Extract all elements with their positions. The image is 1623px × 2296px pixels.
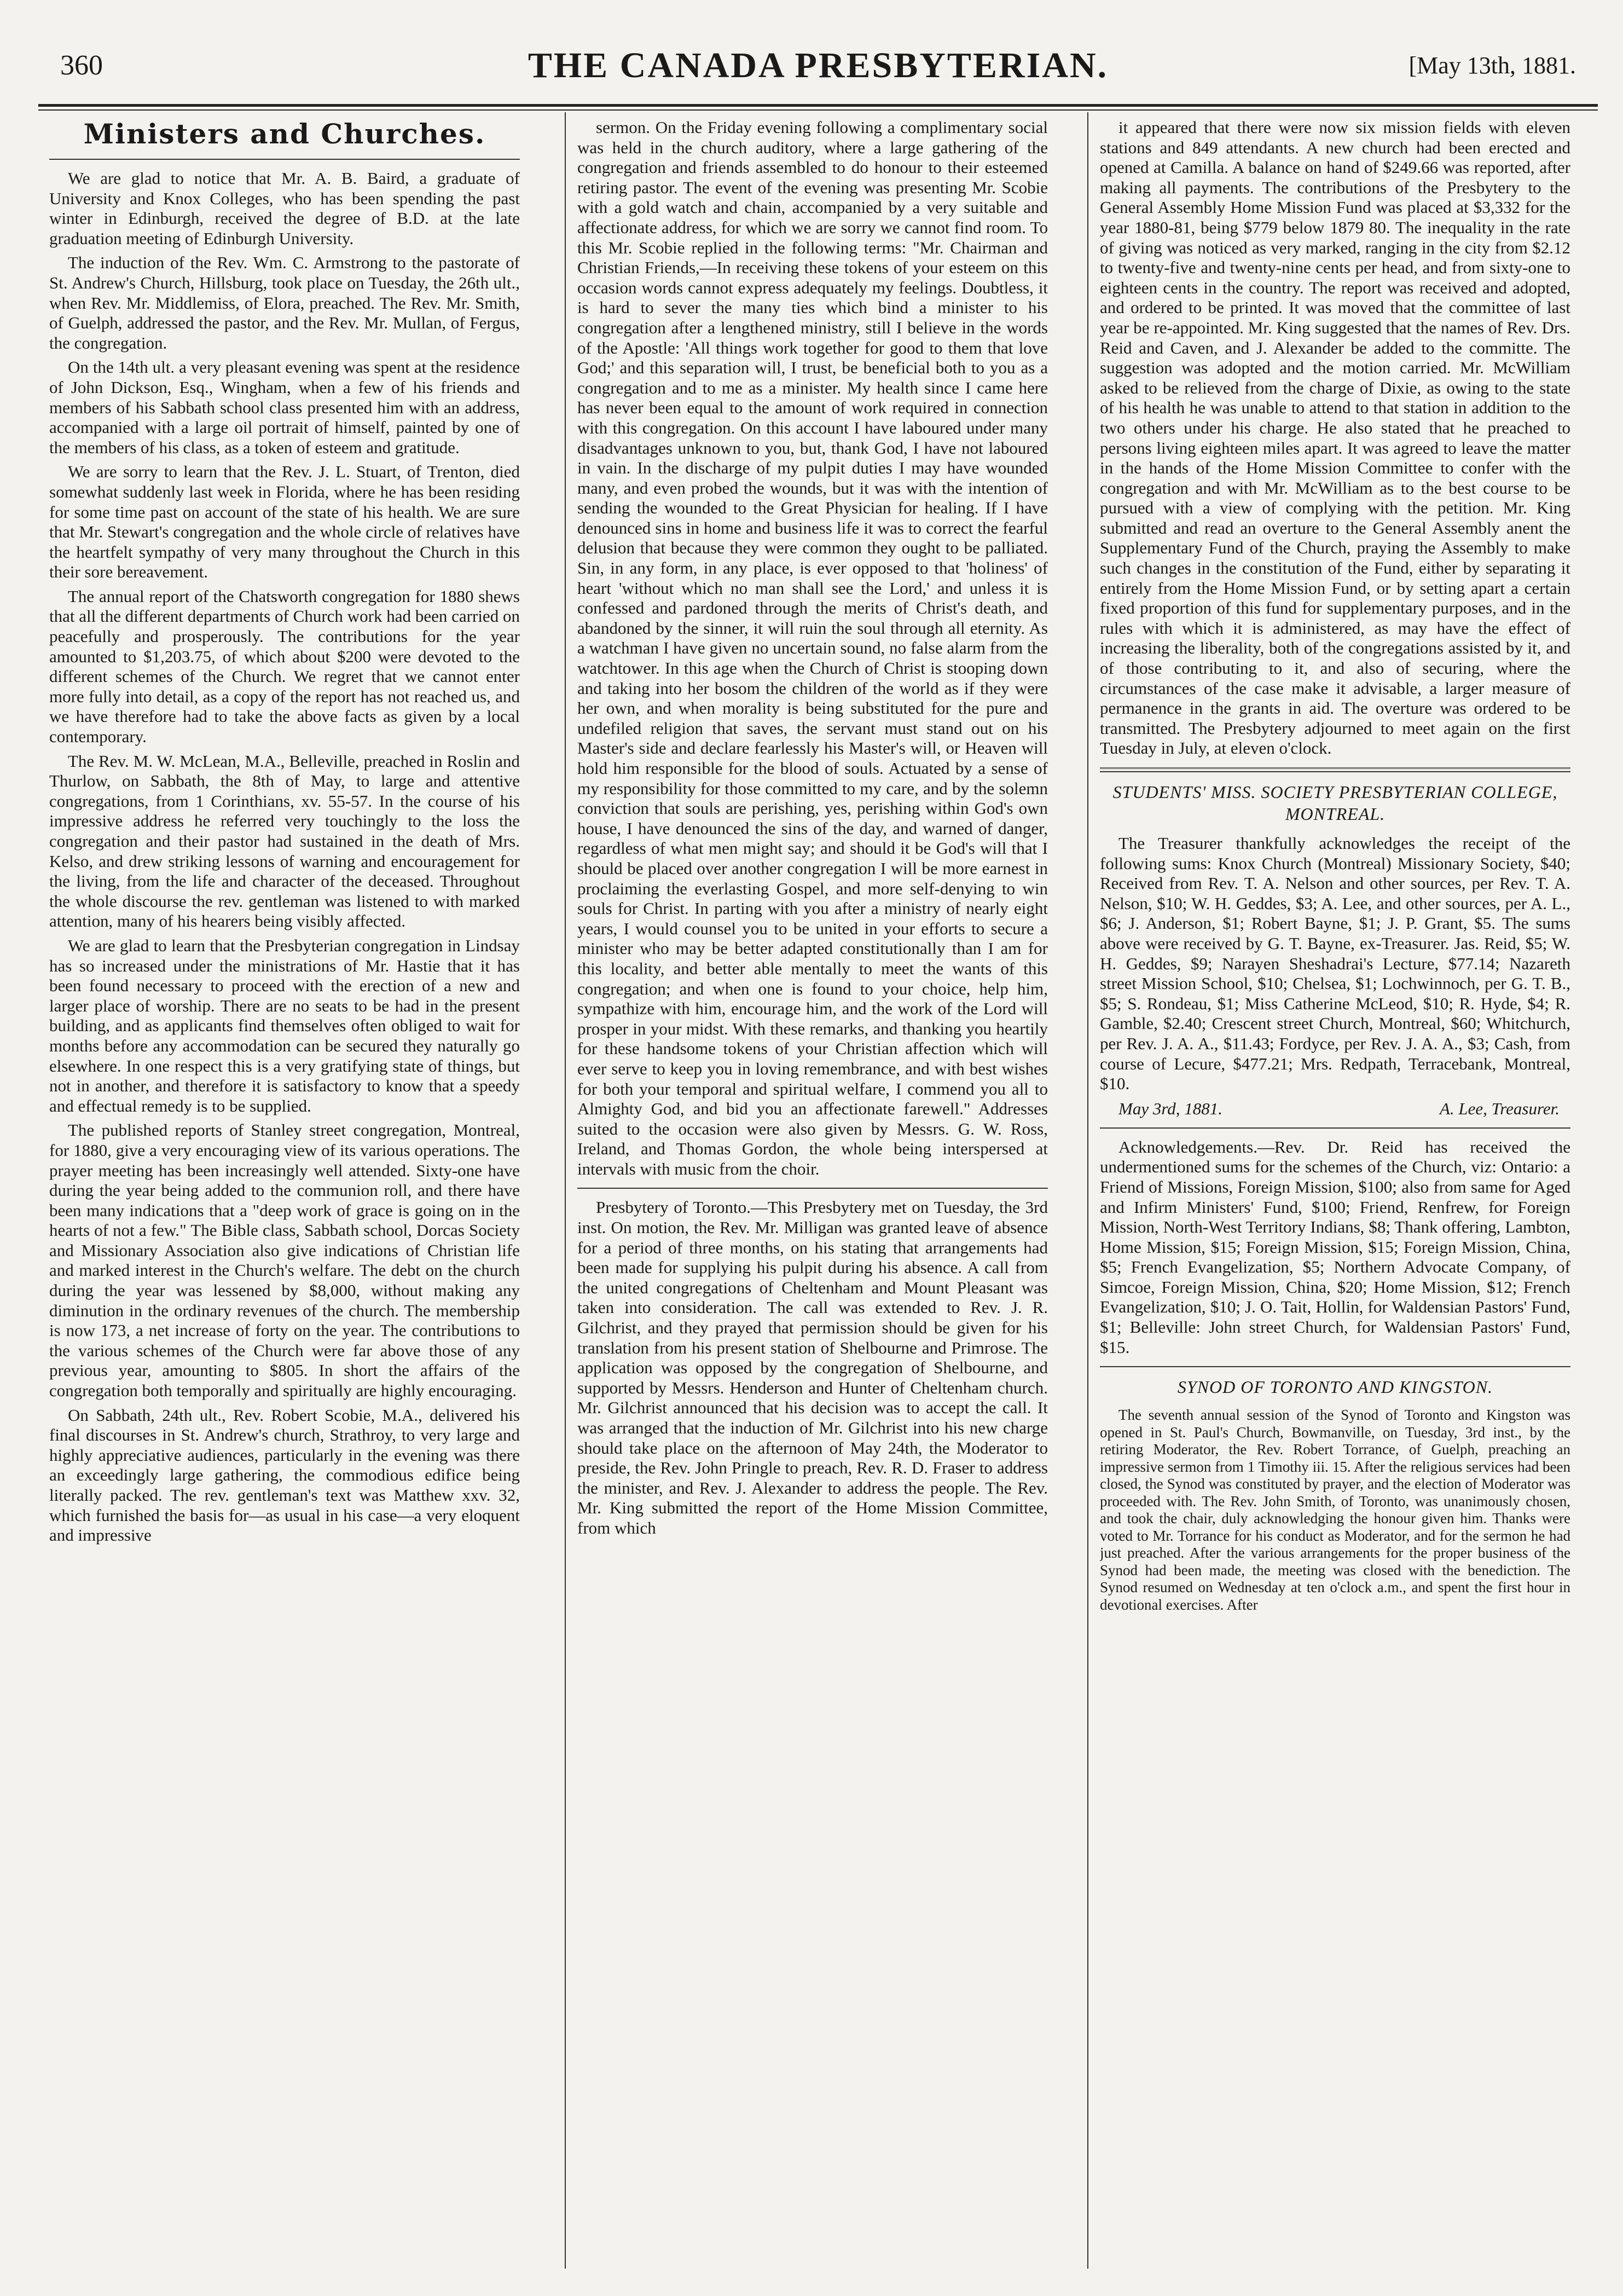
students-society-text: The Treasurer thankfully acknowledges the receipt of the following sums: Knox Church (Montreal) Missionary Society, $40; Received from Rev. T. A. Nelson and other sources, per Rev. T. A. Nelson, $10; W. H. Geddes, $3; A. Lee, and other sources, per A. L., $6; J. Anderson, $1; Robert Bayne, $1; J. P. Grant, $5. The sums above were received by G. T. Bayne, ex-Treasurer. Jas. Reid, $5; W. H. Geddes, $9; Narayen Sheshadrai's Lecture, $77.14; Nazareth street Mission School, $10; Chelsea, $1; Lochwinnoch, per G. T. B., $5; S. Rondeau, $1; Miss Catherine McLeod, $10; R. Hyde, $4; R. Gamble, $2.40; Crescent street Church, Montreal, $60; Whitchurch, per Rev. J. A. A., $11.43; Fordyce, per Rev. J. A. A., $3; Cash, from course of Lecure, $477.21; Mrs. Redpath, Terracebank, Montreal, $10.	[1100, 834, 1570, 1094]
signature-line	[1100, 1098, 1570, 1119]
news-item: We are glad to notice that Mr. A. B. Baird, a graduate of University and Knox Colleges, who has been spending the past winter in Edinburgh, received the degree of B.D. at the late graduation meeting of Edinburgh University.	[49, 169, 520, 248]
masthead: THE CANADA PRESBYTERIAN.	[528, 45, 1109, 85]
section-title: Ministers and Churches.	[83, 118, 486, 150]
presbytery-continuation: it appeared that there were now six mission fields with eleven stations and 849 attendants. A new church had been erected and opened at Camilla. A balance on hand of $249.66 was reported, after making all payments. The contributions of the Presbytery to the General Assembly Home Mission Fund was placed at $3,332 for the year 1880-81, being $779 below 1879 80. The inequality in the rate of giving was noticed as very marked, ranging in the city from $2.12 to twenty-five and twenty-nine cents per head, and from sixty-one to eighteen cents in the country. The report was received and adopted, and ordered to be printed. It was moved that the committee of last year be re-appointed. Mr. King suggested that the names of Rev. Drs. Reid and Caven, and J. Alexander be added to the committe. The suggestion was adopted and the motion carried. Mr. McWilliam asked to be relieved from the charge of Dixie, as owing to the state of his health he was unable to attend to that station in addition to the two others under his charge. He also stated that he preached to persons living eighteen miles apart. It was agreed to leave the matter in the hands of the Home Mission Committee to confer with the congregation and with Mr. McWilliam as to the best course to be pursued with a view of complying with the petition. Mr. King submitted and read an overture to the General Assembly anent the Supplementary Fund of the Church, praying the Assembly to make such changes in the constitution of the Fund, either by separating it entirely from the Home Mission Fund, or by setting apart a certain fixed proportion of this fund for supplementary purposes, and in the rules with which it is administered, as may have the effect of increasing the liberality, both of the congregations assisted by it, and of those contributing to it, and also of securing, where the circumstances of the case make it advisable, a larger measure of permanence in the grants in aid. The overture was ordered to be transmitted. The Presbytery adjourned to meet again on the first Tuesday in July, at eleven o'clock.	[1100, 118, 1570, 758]
section-rule	[1100, 1127, 1570, 1129]
acknowledgements-text: Acknowledgements.—Rev. Dr. Reid has received the undermentioned sums for the schemes of the Church, viz: Ontario: a Friend of Missions, Foreign Mission, $100; also from same for Aged and Infirm Ministers' Fund, $100; Friend, Renfrew, for Foreign Mission, North-West Territory Indians, $8; Thank offering, Lambton, Home Mission, $15; Foreign Mission, $15; Foreign Mission, China, $5; French Evangelization, $5; Northern Advocate Company, of Simcoe, Foreign Mission, China, $20; Home Mission, $12; French Evangelization, $10; J. O. Tait, Hollin, for Waldensian Pastors' Fund, $1; Belleville: John street Church, for Waldensian Pastors' Fund, $15.	[1100, 1137, 1570, 1357]
page-number: 360	[60, 50, 103, 81]
news-item: The annual report of the Chatsworth congregation for 1880 shews that all the different departments of Church work had been carried on peacefully and prosperously. The contributions for the year amounted to $1,203.75, of which about $200 were devoted to the different schemes of the Church. We regret that we cannot enter more fully into detail, as a copy of the report has not reached us, and we have therefore had to take the above facts as given by a local contemporary.	[49, 586, 520, 747]
students-society-heading: STUDENTS' MISS. SOCIETY PRESBYTERIAN COLLEGE, MONTREAL.	[1112, 782, 1558, 824]
column-divider-1	[565, 112, 566, 2269]
article-continuation: sermon. On the Friday evening following a complimentary social was held in the church auditory, where a large gathering of the congregation and friends assembled to do honour to their esteemed retiring pastor. The event of the evening was presenting Mr. Scobie with a gold watch and chain, accompanied by a very suitable and affectionate address, for which we are sorry we cannot find room. To this Mr. Scobie replied in the following terms: "Mr. Chairman and Christian Friends,—In receiving these tokens of your esteem on this occasion words cannot express adequately my feelings. Doubtless, it is hard to sever the many ties which bind a minister to his congregation after a lengthened ministry, still I believe in the words of the Apostle: 'All things work together for good to them that love God;' and this separation will, I trust, be beneficial both to you as a congregation and to me as a minister. My health since I came here has never been equal to the amount of work required in connection with this congregation. On this account I have laboured under many disadvantages unknown to you, but, thank God, I have not laboured in vain. In the discharge of my pulpit duties I may have wounded many, and even probed the wounds, but it was with the intention of sending the wounded to the Great Physician for healing. If I have denounced sins in home and business life it was to correct the fearful delusion that because they were common they ought to be palliated. Sin, in any form, in any place, is ever opposed to that 'holiness' of heart 'without which no man shall see the Lord,' and unless it is confessed and pardoned through the merits of Christ's death, and abandoned by the sinner, it will ruin the soul through all eternity. As a watchman I have given no uncertain sound, no false alarm from the watchtower. In this age when the Church of Christ is stooping down and taking into her bosom the children of the world as if they were her own, and when morality is being substituted for the pure and undefiled religion that saves, the servant must stand out on his Master's side and declare fearlessly his Master's will, or Heaven will hold him responsible for the blood of souls. Actuated by a sense of my responsibility for those committed to my care, and by the solemn conviction that souls are perishing, yes, perishing within God's own house, I have denounced the sins of the day, and warned of danger, regardless of what men might say; and should it be God's will that I should be placed over another congregation I will be more earnest in proclaiming the everlasting Gospel, and more self-denying to win souls for Christ. In parting with you after a ministry of nearly eight years, I would counsel you to be united in your efforts to secure a minister who may be better adapted constitutionally than I am for this locality, and better able mentally to meet the wants of this congregation; and when one is found to your choice, help him, sympathize with him, encourage him, and the work of the Lord will prosper in your midst. With these remarks, and thanking you heartily for these handsome tokens of your Christian affection which will ever serve to keep you in loving remembrance, and with best wishes for both your temporal and spiritual welfare, I commend you all to Almighty God, and bid you an affectionate farewell." Addresses suited to the occasion were also given by Messrs. G. W. Ross, Ireland, and Thomas Gordon, the whole being interspersed at intervals with music from the choir.	[577, 118, 1048, 1178]
section-rule	[1100, 767, 1570, 772]
presbytery-report: Presbytery of Toronto.—This Presbytery met on Tuesday, the 3rd inst. On motion, the Rev. Mr. Milligan was granted leave of absence for a period of three months, on his stating that arrangements had been made for supplying his pulpit during his absence. A call from the united congregations of Cheltenham and Mount Pleasant was taken into consideration. The call was extended to Rev. J. R. Gilchrist, and they prayed that permission should be given for his translation from his present station of Shelbourne and Primrose. The application was opposed by the congregation of Shelbourne, and supported by Messrs. Henderson and Hunter of Cheltenham church. Mr. Gilchrist announced that his decision was to accept the call. It was arranged that the induction of Mr. Gilchrist into his new charge should take place on the afternoon of May 24th, the Moderator to preside, the Rev. John Pringle to preach, Rev. R. D. Fraser to address the minister, and Rev. J. Alexander to address the people. The Rev. Mr. King submitted the report of the Home Mission Committee, from which	[577, 1198, 1048, 1537]
news-item: We are glad to learn that the Presbyterian congregation in Lindsay has so increased under the ministrations of Mr. Hastie that it has been found necessary to proceed with the erection of a new and larger place of worship. There are no seats to be had in the present building, and as applicants find themselves often obliged to wait for months before any accommodation can be secured they naturally go elsewhere. In one respect this is a very gratifying state of things, but not in another, and therefore it is satisfactory to know that a speedy and effectual remedy is to be supplied.	[49, 935, 520, 1115]
column-divider-2	[1087, 112, 1088, 2269]
column-2	[577, 118, 1048, 2269]
news-item: On the 14th ult. a very pleasant evening was spent at the residence of John Dickson, Esq., Wingham, when a few of his friends and members of his Sabbath school class presented him with an address, accompanied with a large oil portrait of himself, painted by one of the members of his class, as a token of esteem and gratitude.	[49, 357, 520, 457]
news-item: The published reports of Stanley street congregation, Montreal, for 1880, give a very encouraging view of its various operations. The prayer meeting has been increasingly well attended. Sixty-one have during the year being added to the communion roll, and there have been many indications that a "deep work of grace is going on in the hearts of not a few." The Bible class, Sabbath school, Dorcas Society and Missionary Association also give indications of Christian life and marked interest in the Church's welfare. The debt on the church during the year was lessened by $8,000, without making any diminution in the ordinary revenues of the church. The membership is now 173, a net increase of forty on the year. The contributions to the various schemes of the Church were far above those of any previous year, amounting to $805. In short the affairs of the congregation both temporally and spiritually are highly encouraging.	[49, 1120, 520, 1401]
news-item: The induction of the Rev. Wm. C. Armstrong to the pastorate of St. Andrew's Church, Hillsburg, took place on Tuesday, the 26th ult., when Rev. Mr. Middlemiss, of Elora, preached. The Rev. Mr. Smith, of Guelph, addressed the pastor, and the Rev. Mr. Mullan, of Fergus, the congregation.	[49, 253, 520, 352]
news-item: We are sorry to learn that the Rev. J. L. Stuart, of Trenton, died somewhat suddenly last week in Florida, where he has been residing for some time past on account of the state of his health. We are sure that Mr. Stewart's congregation and the whole circle of relatives have the heartfelt sympathy of very many throughout the Church in this their sore bereavement.	[49, 462, 520, 582]
column-3	[1100, 118, 1570, 2269]
column-1	[49, 118, 520, 2269]
title-rule	[49, 159, 520, 160]
section-rule	[1100, 1366, 1570, 1367]
header-rule-thin	[38, 109, 1598, 111]
signature-date: May 3rd, 1881.	[1118, 1098, 1222, 1118]
signature-name: A. Lee, Treasurer.	[1439, 1098, 1560, 1118]
synod-text: The seventh annual session of the Synod of Toronto and Kingston was opened in St. Paul's Church, Bowmanville, on Tuesday, 3rd inst., by the retiring Moderator, the Rev. Robert Torrance, of Guelph, preaching an impressive sermon from 1 Timothy iii. 15. After the religious services had been closed, the Synod was constituted by prayer, and the election of Moderator was proceeded with. The Rev. John Smith, of Toronto, was unanimously chosen, and took the chair, duly acknowledging the honour given him. Thanks were voted to Mr. Torrance for his conduct as Moderator, and for the sermon he had just preached. After the various arrangements for the proper business of the Synod had been made, the meeting was closed with the benediction. The Synod resumed on Wednesday at ten o'clock a.m., and spent the first hour in devotional exercises. After	[1100, 1407, 1570, 1613]
news-item: The Rev. M. W. McLean, M.A., Belleville, preached in Roslin and Thurlow, on Sabbath, the 8th of May, to large and attentive congregations, from 1 Corinthians, xv. 55-57. In the course of his impressive address he referred very touchingly to the loss the congregation and their pastor had sustained in the death of Mrs. Kelso, and drew striking lessons of warning and encouragement for the living, from the life and character of the deceased. Throughout the whole discourse the rev. gentleman was listened to with marked attention, many of his hearers being visibly affected.	[49, 751, 520, 931]
article-rule	[577, 1188, 1048, 1189]
page-header	[38, 33, 1598, 99]
news-item: On Sabbath, 24th ult., Rev. Robert Scobie, M.A., delivered his final discourses in St. Andrew's church, Strathroy, to very large and highly appreciative audiences, particularly in the evening was there an exceedingly large gathering, the commodious edifice being literally packed. The rev. gentleman's text was Matthew xxv. 32, which furnished the basis for—as usual in his case—a very eloquent and impressive	[49, 1405, 520, 1545]
issue-date: [May 13th, 1881.	[1408, 52, 1576, 79]
synod-heading: SYNOD OF TORONTO AND KINGSTON.	[1177, 1377, 1493, 1397]
header-rule	[38, 104, 1598, 107]
